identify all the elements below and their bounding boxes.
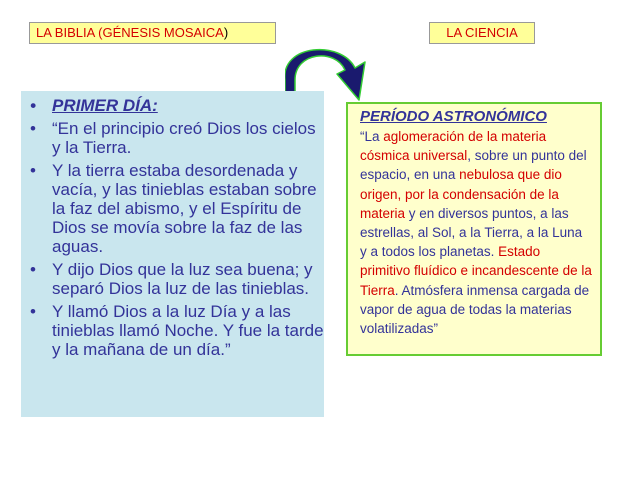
text-segment: , sobre un punto del espacio, en una xyxy=(360,148,587,183)
biblia-verse-list xyxy=(21,91,324,359)
bullet: • xyxy=(30,96,36,115)
biblia-panel xyxy=(21,91,324,417)
bullet: • xyxy=(30,260,36,279)
highlighted-text-segment: nebulosa que dio origen, por la condensación de la materia xyxy=(360,167,562,221)
verse-text: Y llamó Dios a la luz Día y a las tinieblas llamó Noche. Y fue la tarde y la mañana de un día.” xyxy=(52,302,324,359)
bullet: • xyxy=(30,302,36,321)
header-ciencia-label: LA CIENCIA xyxy=(446,25,518,40)
list-item xyxy=(21,161,324,256)
header-biblia-label: LA BIBLIA (GÉNESIS MOSAICA xyxy=(36,25,224,40)
text-segment: . Atmósfera inmensa cargada de vapor de agua de todas la materias volatilizadas” xyxy=(360,282,590,337)
bullet: • xyxy=(30,161,36,180)
highlighted-text-segment: Estado primitivo fluídico e incandescente de la Tierra xyxy=(360,244,592,298)
highlighted-text-segment: aglomeración de la materia cósmica universal xyxy=(360,129,547,164)
list-item xyxy=(21,260,324,298)
ciencia-text xyxy=(360,127,592,338)
list-item-primer-dia xyxy=(21,96,324,115)
ciencia-panel xyxy=(346,102,602,356)
verse-text: Y dijo Dios que la luz sea buena; y separó Dios la luz de las tinieblas. xyxy=(52,260,313,298)
primer-dia-heading: PRIMER DÍA: xyxy=(52,96,158,115)
header-biblia xyxy=(29,22,276,44)
header-ciencia xyxy=(429,22,535,44)
periodo-astronomico-title: PERÍODO ASTRONÓMICO xyxy=(360,108,547,125)
header-biblia-paren: ) xyxy=(223,25,229,40)
text-segment: “La xyxy=(360,129,384,144)
verse-text: Y la tierra estaba desordenada y vacía, y las tinieblas estaban sobre la faz del abismo, y el Espíritu de Dios se movía sobre la faz de las aguas. xyxy=(52,161,317,256)
list-item xyxy=(21,119,324,157)
verse-text: “En el principio creó Dios los cielos y la Tierra. xyxy=(52,119,316,157)
bullet: • xyxy=(30,119,36,138)
text-segment: y en diversos puntos, a las estrellas, al Sol, a la Tierra, a la Luna y a todos los planetas. xyxy=(360,205,583,260)
list-item xyxy=(21,302,324,359)
